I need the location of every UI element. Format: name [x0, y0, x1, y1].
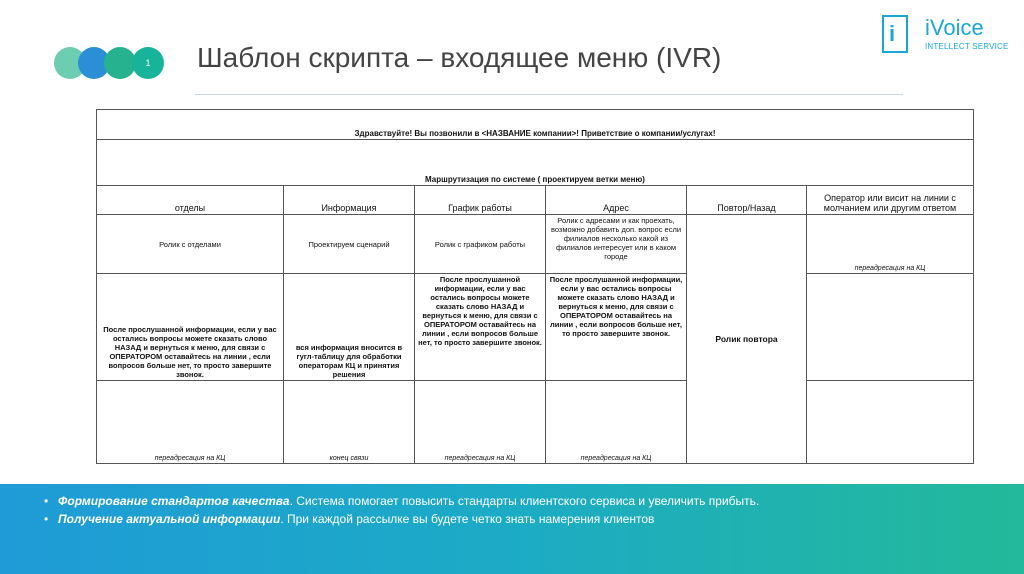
table-cell: вся информация вносится в гугл-таблицу для обработки операторам КЦ и принятия решения [284, 274, 415, 381]
column-header: отделы [97, 186, 284, 215]
bullet-heading: Формирование стандартов качества [58, 494, 290, 508]
slide-step-indicator [54, 47, 164, 79]
benefits-list [44, 492, 759, 528]
table-cell: конец связи [284, 381, 415, 464]
table-cell [807, 274, 974, 381]
table-cell: Ролик с графиком работы [415, 215, 546, 274]
logo-mark: i [889, 21, 896, 46]
bullet-icon: • [44, 494, 49, 508]
column-header: Информация [284, 186, 415, 215]
greeting-cell: Здравствуйте! Вы позвонили в <НАЗВАНИЕ компании>! Приветствие о компании/услугах! [97, 110, 974, 140]
repeat-cell: Ролик повтора [687, 215, 807, 464]
table-cell: После прослушанной информации, если у вас остались вопросы можете сказать слово НАЗАД и вернуться к меню, для связи с ОПЕРАТОРОМ оставайтесь на линии , если вопросов больше нет, то просто завершите звонок. [97, 274, 284, 381]
slide-number-badge: 1 [132, 47, 164, 79]
table-cell: переадресация на КЦ [97, 381, 284, 464]
ivoice-logo [880, 13, 1010, 57]
column-header: Повтор/Назад [687, 186, 807, 215]
table-cell: Ролик с адресами и как проехать, возможно добавить доп. вопрос если филиалов несколько какой из филиалов интересует или в каком городе [546, 215, 687, 274]
table-cell: Проектируем сценарий [284, 215, 415, 274]
logo-name: iVoice [925, 15, 984, 40]
column-header: Оператор или висит на линии с молчанием или другим ответом [807, 186, 974, 215]
bullet-heading: Получение актуальной информации [58, 512, 281, 526]
table-cell: переадресация на КЦ [415, 381, 546, 464]
table-cell: переадресация на КЦ [546, 381, 687, 464]
bullet-icon: • [44, 512, 49, 526]
table-cell: Ролик с отделами [97, 215, 284, 274]
ivr-script-table [96, 109, 974, 464]
operator-redirect-cell: переадресация на КЦ [807, 215, 974, 274]
bottom-banner [0, 484, 1024, 574]
bullet-text: . При каждой рассылке вы будете четко знать намерения клиентов [280, 512, 655, 526]
bullet-text: . Система помогает повысить стандарты клиентского сервиса и увеличить прибыть. [289, 494, 760, 508]
table-cell: После прослушанной информации, если у вас остались вопросы можете сказать слово НАЗАД и вернуться к меню, для связи с ОПЕРАТОРОМ оставайтесь на линии , если вопросов больше нет, то просто завершите звонок. [415, 274, 546, 381]
title-divider [195, 94, 903, 95]
table-cell [807, 381, 974, 464]
page-title: Шаблон скрипта – входящее меню (IVR) [197, 42, 722, 73]
routing-cell: Маршрутизация по системе ( проектируем ветки меню) [97, 140, 974, 186]
table-cell: После прослушанной информации, если у вас остались вопросы можете сказать слово НАЗАД и вернуться к меню, для связи с ОПЕРАТОРОМ оставайтесь на линии , если вопросов больше нет, то просто завершите звонок. [546, 274, 687, 381]
column-header: Адрес [546, 186, 687, 215]
column-header: График работы [415, 186, 546, 215]
list-item [44, 492, 759, 510]
list-item [44, 510, 759, 528]
logo-tagline: INTELLECT SERVICE [925, 42, 1009, 51]
